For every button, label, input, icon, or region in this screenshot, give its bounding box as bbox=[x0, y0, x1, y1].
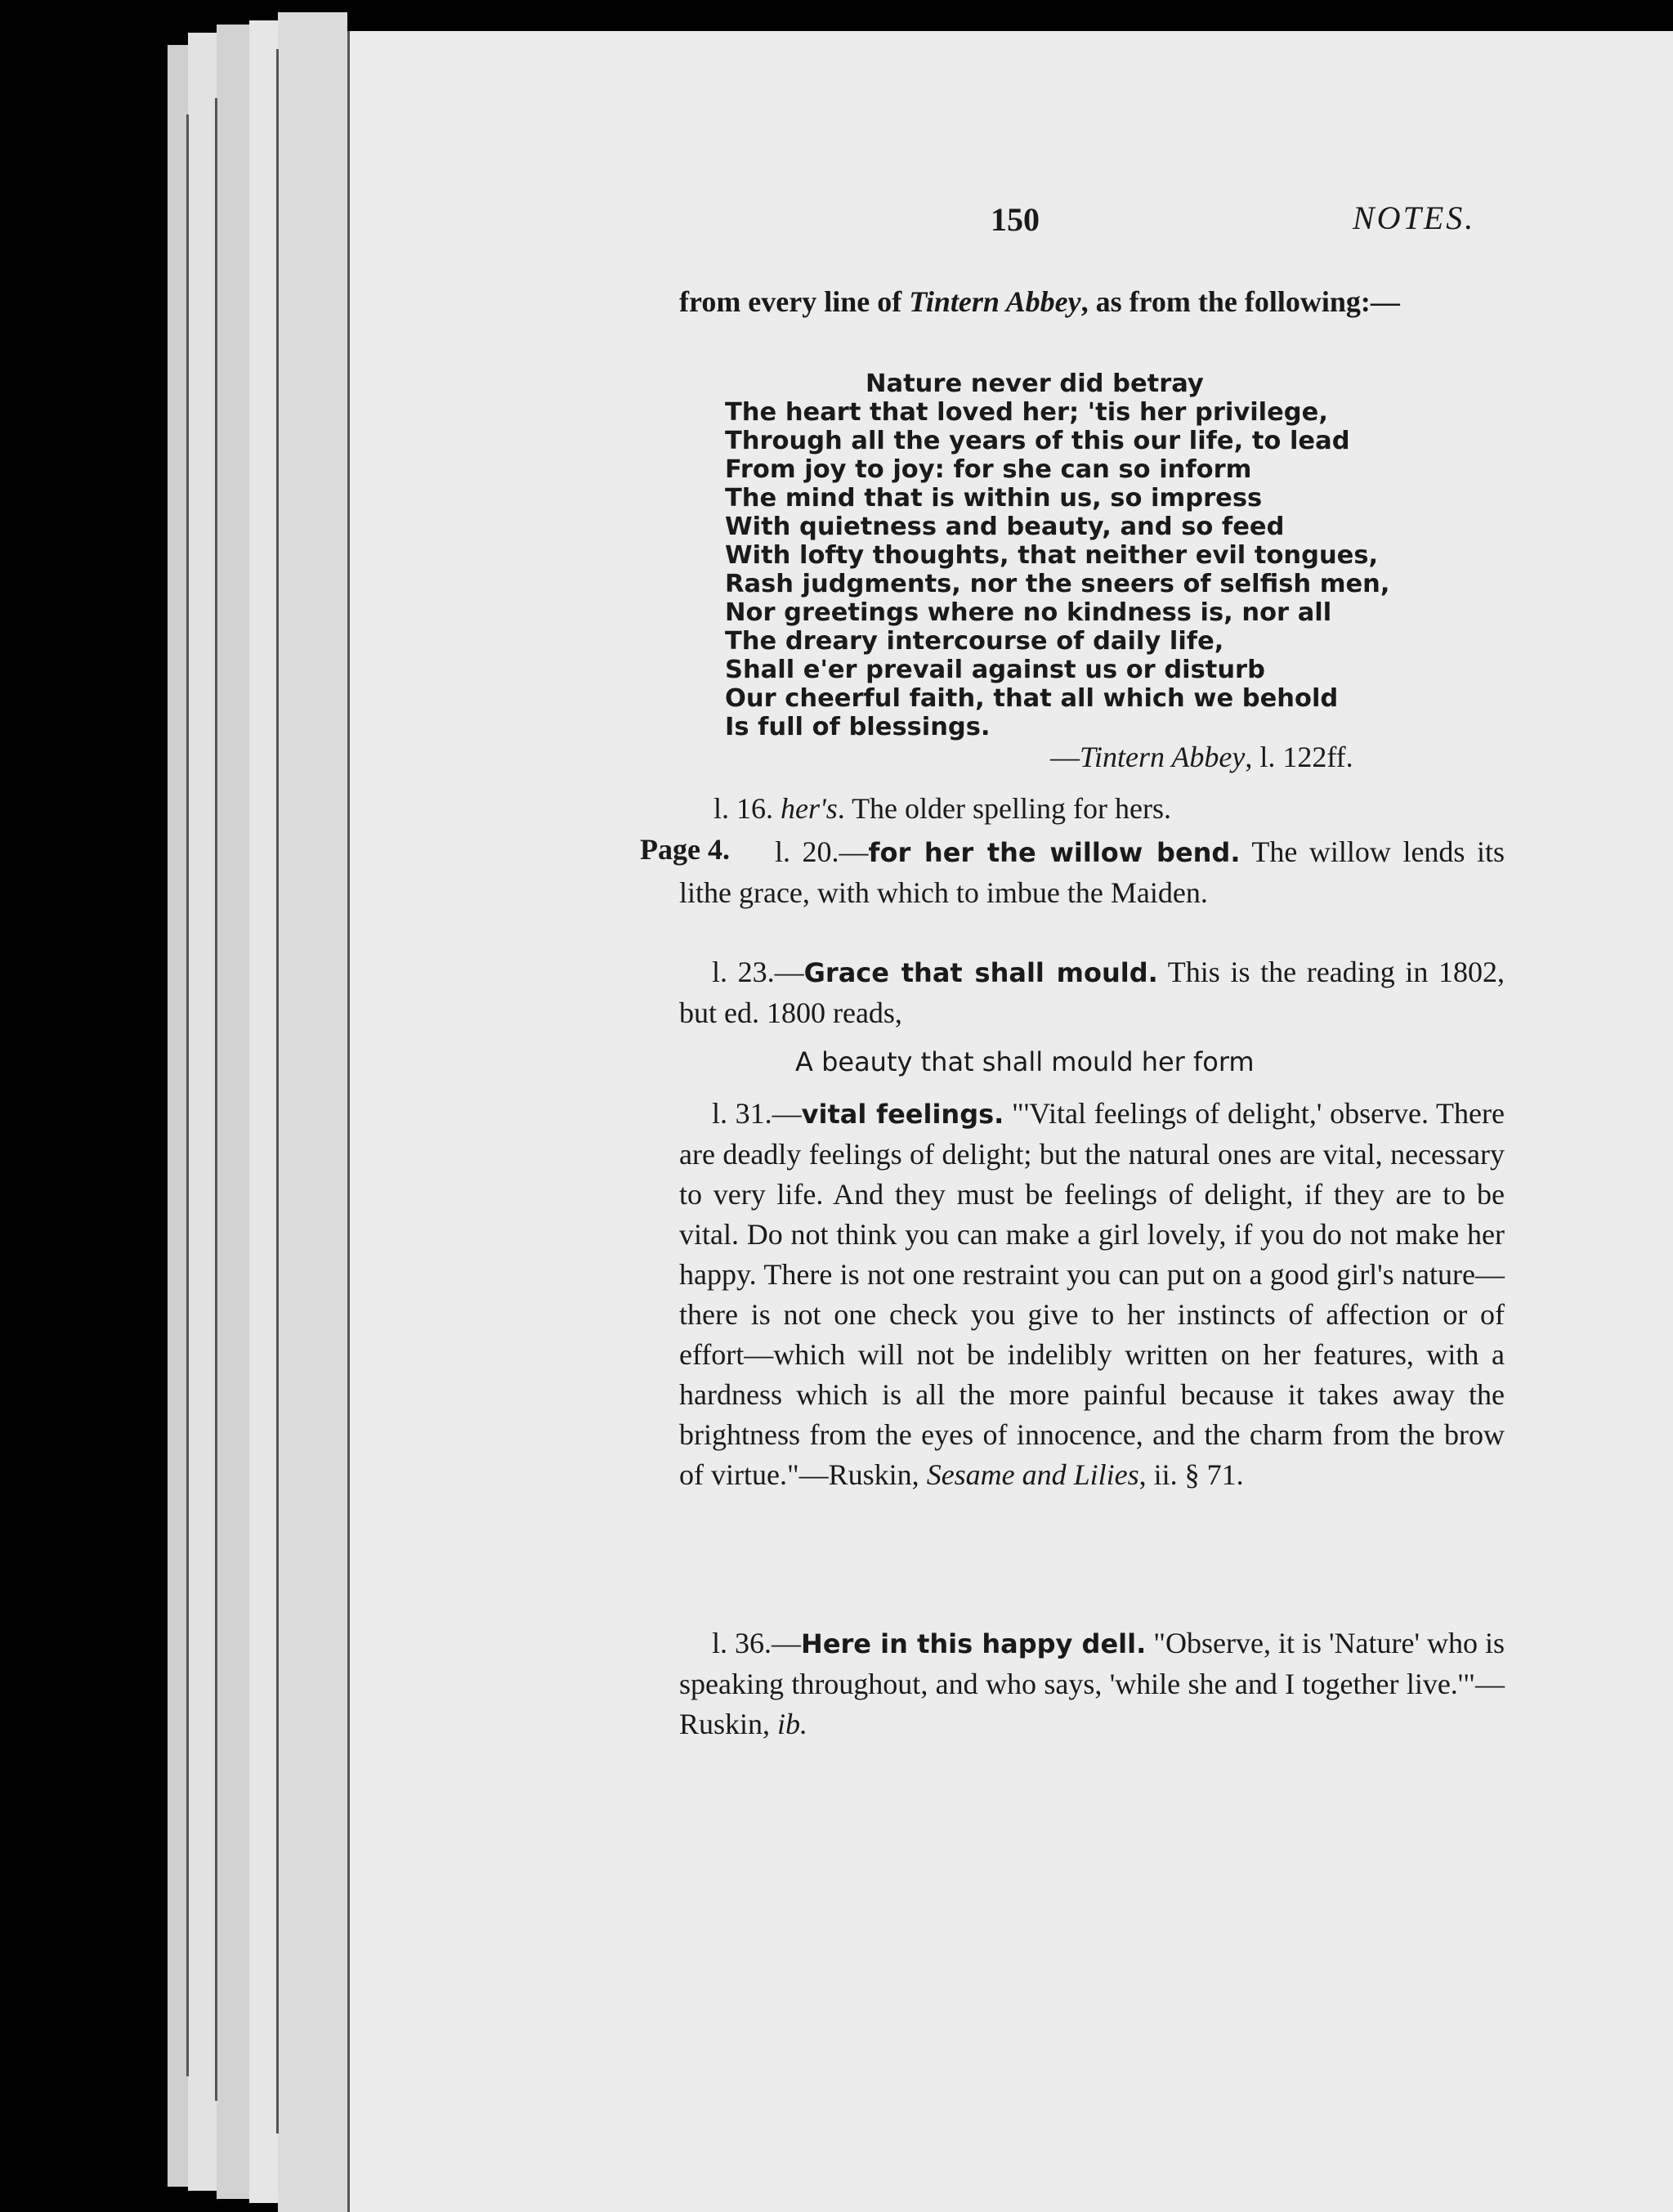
note-text: "Observe, it is 'Nature' who is speaking throughout, and who says, 'while she and I together live.'"—Ruskin, bbox=[679, 1627, 1505, 1740]
note-term: Here in this happy dell. bbox=[801, 1628, 1147, 1659]
page-edge bbox=[278, 12, 351, 2212]
intro-text-after: , as from the following:— bbox=[1080, 285, 1400, 318]
page-edge-line bbox=[215, 98, 217, 2101]
note-line-16 bbox=[713, 789, 1531, 829]
note-line-23 bbox=[679, 952, 1505, 1033]
page-edge-line bbox=[276, 49, 279, 2134]
intro-text: from every line of bbox=[679, 285, 910, 318]
page-label: Page 4. bbox=[640, 833, 730, 866]
poem-line: The dreary intercourse of daily life, bbox=[725, 627, 1224, 656]
note-term: for her the willow bend. bbox=[868, 837, 1241, 868]
source-title: Sesame and Lilies bbox=[926, 1458, 1139, 1491]
running-title: NOTES. bbox=[1353, 199, 1476, 236]
poem-attribution bbox=[1050, 740, 1353, 774]
note-ref: l. 36.— bbox=[712, 1627, 802, 1659]
note-term: Grace that shall mould. bbox=[803, 957, 1158, 988]
note-ref: l. 31.— bbox=[712, 1097, 802, 1130]
note-line-31 bbox=[679, 1094, 1505, 1495]
source-ref: , ii. § 71. bbox=[1138, 1458, 1244, 1491]
poem-line: Is full of blessings. bbox=[725, 713, 991, 741]
note-line-36 bbox=[679, 1623, 1505, 1744]
note-text: "'Vital feelings of delight,' observe. There are deadly feelings of delight; but the natural ones are vital, necessary to very life. And they must be feelings of delight, if they are to be vital. Do not think you can make a girl lovely, if you do not make her happy. There is not one restraint you can put on a good girl's nature—there is not one check you give to her instincts of affection or of effort—which will not be indelibly written on her features, with a hardness which is all the more painful because it takes away the brightness from the eyes of innocence, and the charm from the brow of virtue."—Ruskin, bbox=[679, 1097, 1505, 1491]
attribution-ref: , l. 122ff. bbox=[1245, 741, 1353, 773]
page-edge bbox=[217, 25, 253, 2199]
quoted-variant: A beauty that shall mould her form bbox=[795, 1046, 1255, 1077]
note-term: vital feelings. bbox=[801, 1099, 1004, 1130]
poem-line: The mind that is within us, so impress bbox=[725, 484, 1263, 513]
scan-top-border bbox=[347, 0, 1673, 31]
poem-line: The heart that loved her; 'tis her privilege, bbox=[725, 398, 1328, 427]
note-text: The willow lends its lithe grace, with which to imbue the Maiden. bbox=[679, 835, 1505, 909]
poem-line: With lofty thoughts, that neither evil tongues, bbox=[725, 541, 1379, 570]
page-edge-line bbox=[186, 114, 189, 2076]
note-ref: l. 23.— bbox=[712, 956, 804, 988]
poem-line: Shall e'er prevail against us or disturb bbox=[725, 656, 1265, 684]
book-page bbox=[347, 0, 1673, 2212]
attribution-work: Tintern Abbey bbox=[1080, 741, 1246, 773]
note-text: This is the reading in 1802, but ed. 1800 reads, bbox=[679, 956, 1505, 1029]
poem-line: From joy to joy: for she can so inform bbox=[725, 455, 1252, 484]
poem-line: Our cheerful faith, that all which we behold bbox=[725, 684, 1339, 713]
poem-line: Through all the years of this our life, to lead bbox=[725, 427, 1350, 455]
note-text: . The older spelling for hers. bbox=[837, 792, 1171, 825]
intro-work-title: Tintern Abbey bbox=[909, 285, 1081, 318]
intro-paragraph bbox=[679, 282, 1505, 322]
note-line-20 bbox=[679, 832, 1505, 913]
note-ref: l. 20.— bbox=[775, 835, 869, 868]
poem-block bbox=[725, 369, 1461, 741]
poem-line: Nature never did betray bbox=[866, 369, 1204, 398]
note-term: her's bbox=[781, 792, 838, 825]
source-abbrev: ib. bbox=[777, 1708, 808, 1740]
note-ref: l. 16. bbox=[713, 792, 781, 825]
poem-line: With quietness and beauty, and so feed bbox=[725, 513, 1285, 541]
poem-line: Rash judgments, nor the sneers of selfish men, bbox=[725, 570, 1390, 598]
page-number: 150 bbox=[991, 201, 1040, 238]
attribution-dash: — bbox=[1050, 741, 1080, 773]
poem-line: Nor greetings where no kindness is, nor all bbox=[725, 598, 1332, 627]
